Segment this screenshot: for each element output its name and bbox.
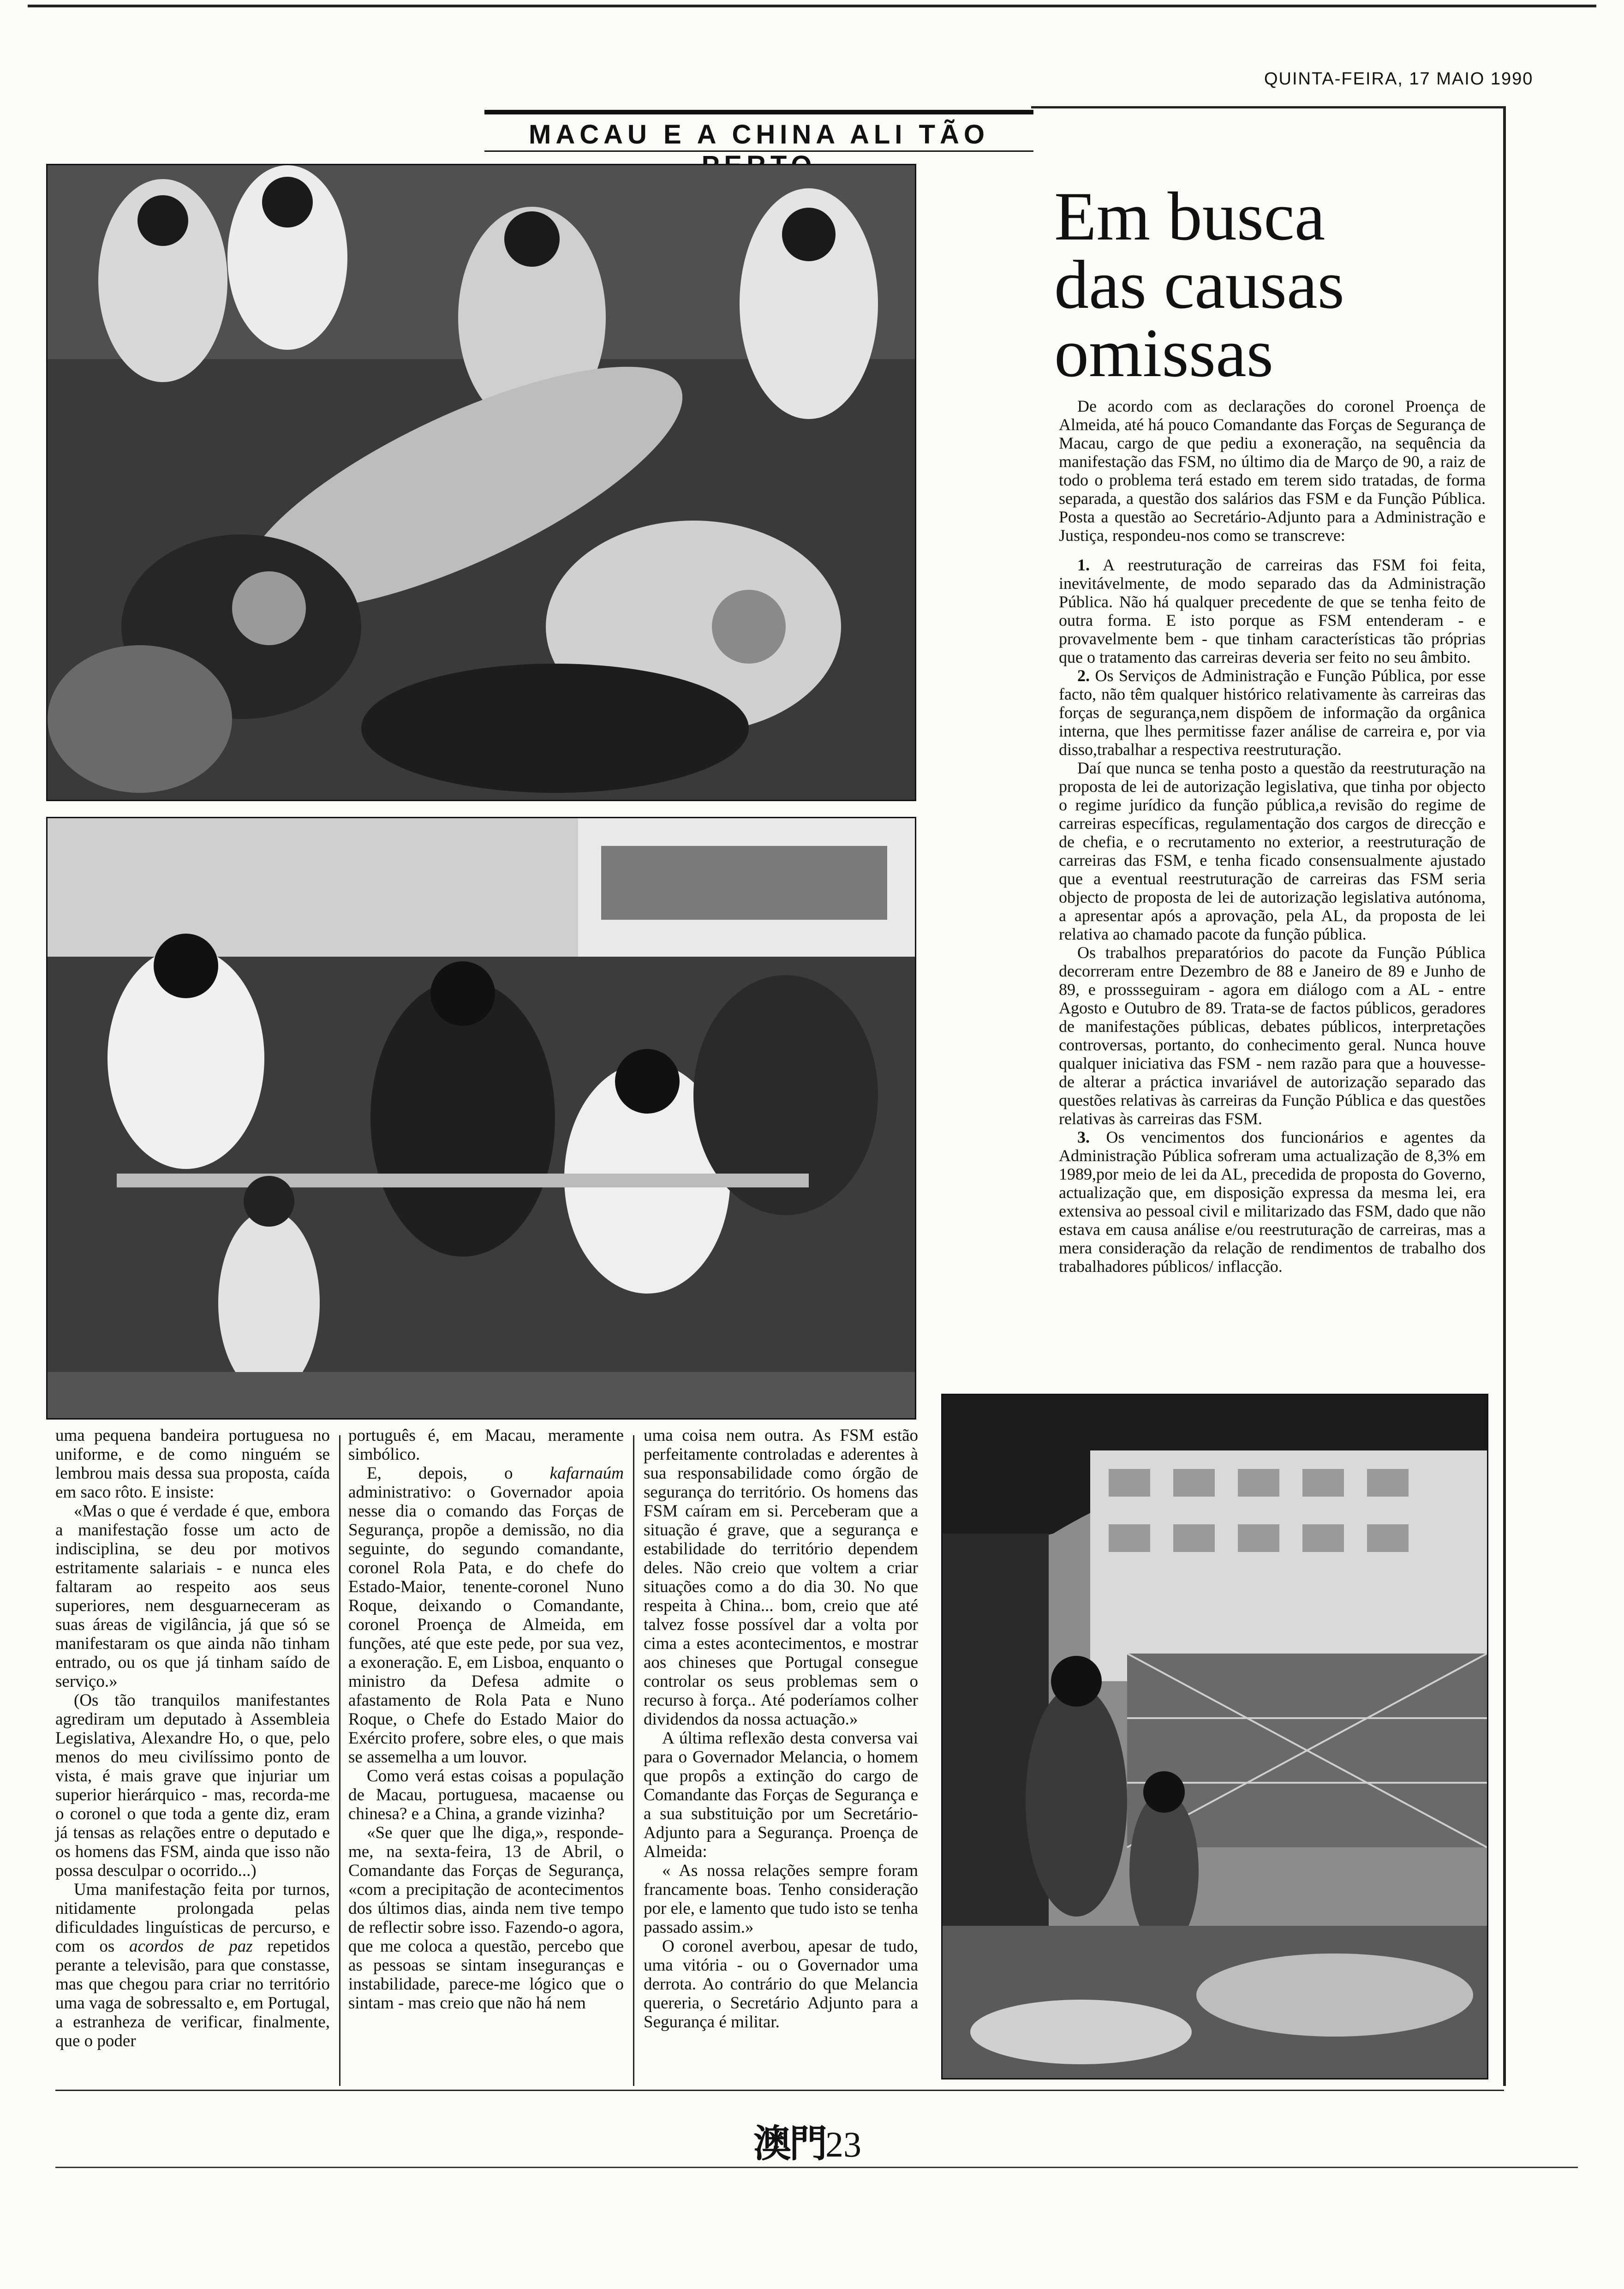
article-point-3 — [1059, 1128, 1486, 1276]
article-point-2 — [1059, 666, 1486, 759]
column-paragraph: português é, em Macau, meramente simbólico. — [348, 1426, 624, 1464]
column-paragraph: O coronel averbou, apesar de tudo, uma vitória - ou o Governador uma derrota. Ao contrário do que Melancia quereria, o Secretário Adjunto para a Segurança é militar. — [644, 1937, 918, 2031]
text-run: administrativo: o Governador apoia nesse dia o comando das Forças de Segurança, propõe a demissão, no dia seguinte, do segundo comandante, coronel Rola Pata, e do chefe do Estado-Maior, tenente-coronel Nuno Roque, deixando o Comandante, coronel Proença de Almeida, em funções, até que este pede, por sua vez, a exoneração. E, em Lisboa, enquanto o ministro da Defesa admite o afastamento de Rola Pata e Nuno Roque, o Chefe do Estado Maior do Exército profere, sobre eles, o que mais se assemelha a um louvor. — [348, 1483, 624, 1767]
column-rule — [633, 1435, 634, 2086]
emphasis: kafarnaúm — [549, 1464, 624, 1483]
frame-top-rule — [1031, 106, 1506, 108]
page-number: 23 — [825, 2124, 861, 2164]
column-paragraph: «Mas o que é verdade é que, embora a manifestação fosse um acto de indisciplina, se deu por motivos estritamente salariais - e nunca eles faltaram ao respeito aos seus superiores, nem desguarneceram as suas áreas de vigilância, já que só se manifestaram os que ainda não tinham entrado, ou os que já tinham saído de serviço.» — [55, 1502, 330, 1691]
columns-bottom-rule — [55, 2090, 1504, 2091]
text-run: E, depois, o — [367, 1464, 513, 1483]
column-paragraph: A última reflexão desta conversa vai para o Governador Melancia, o homem que propôs a extinção do cargo de Comandante das Forças de Segurança e a sua substituição por um Secretário-Adjunto para a Segurança. Proença de Almeida: — [644, 1729, 918, 1861]
headline-line-2: das causas — [1054, 246, 1344, 323]
text-column-1 — [55, 1426, 330, 2050]
section-kicker: MACAU E A CHINA ALI TÃO — [529, 120, 989, 150]
kicker-bar — [484, 110, 1033, 114]
column-paragraph: (Os tão tranquilos manifestantes agrediram um deputado à Assembleia Legislativa, Alexandre Ho, o que, pelo menos do meu civilíssimo ponto de vista, é mais grave que injuriar um superior hierárquico - mas, recorda-me o coronel o que toda a gente diz, eram já tensas as relações entre o deputado e os homens das FSM, ainda que isso não possa desculpar o ocorrido...) — [55, 1691, 330, 1880]
point-text: Os vencimentos dos funcionários e agentes da Administração Pública sofreram uma actualização de 8,3% em 1989,por meio de lei da AL, precedida de proposta do Governo, actualização que, em disposição expressa da mesma lei, era extensiva ao pessoal civil e militarizado das FSM, dado que não estava em causa análise e/ou reestruturação de carreiras, mas a mera consideração da relação de rendimentos de trabalho dos trabalhadores públicos/ inflacção. — [1059, 1128, 1486, 1276]
article-point-1 — [1059, 556, 1486, 666]
column-paragraph: uma pequena bandeira portuguesa no uniforme, e de como ninguém se lembrou mais dessa sua proposta, caída em saco rôto. E insiste: — [55, 1426, 330, 1502]
column-paragraph — [348, 1464, 624, 1767]
article-paragraph: Os trabalhos preparatórios do pacote da Função Pública decorreram entre Dezembro de 88 e Janeiro de 89 e Junho de 89, e prossseguiram - agora em diálogo com a AL - entre Agosto e Outubro de 89. Trata-se de factos públicos, geradores de manifestações públicas, debates públicos, interpretações controversas, portanto, do conhecimento geral. Nunca houve qualquer iniciativa das FSM - nem razão para que a houvesse-de alterar a práctica invariável de autorização separado das questões relativas às carreiras da Função Pública e das questões relativas às carreiras das FSM. — [1059, 943, 1486, 1128]
page-folio — [683, 2114, 932, 2166]
emphasis: acordos de paz — [129, 1937, 253, 1956]
column-paragraph — [55, 1880, 330, 2050]
point-text: Os Serviços de Administração e Função Pública, por esse facto, não têm qualquer histórico relativamente às carreiras das forças de segurança,nem dispõem de informação da orgânica interna, que lhes permitisse fazer análise de carreira e, por via disso,trabalhar a respectiva reestruturação. — [1059, 666, 1486, 759]
point-number: 3. — [1077, 1128, 1090, 1146]
column-paragraph: « As nossa relações sempre foram francamente boas. Tenho consideração por ele, e lamento que tudo isto se tenha passado assim.» — [644, 1861, 918, 1937]
column-paragraph: «Se quer que lhe diga,», responde-me, na sexta-feira, 13 de Abril, o Comandante das Forças de Segurança, «com a precipitação de acontecimentos dos últimos dias, ainda nem tive tempo de reflectir sobre isso. Fazendo-o agora, que me coloca a questão, percebo que as pessoas se sintam inseguranças e instabilidade, parece-me lógico que o sintam - mas creio que não há nem — [348, 1823, 624, 2013]
kicker-underline — [484, 150, 1033, 152]
headline — [1054, 178, 1469, 391]
top-rule — [28, 5, 1596, 7]
headline-line-1: Em busca — [1054, 178, 1325, 255]
column-paragraph: uma coisa nem outra. As FSM estão perfeitamente controladas e aderentes à sua responsabilidade como órgão de segurança do território. Os homens das FSM caíram em si. Perceberam que a situação é grave, que a segurança e estabilidade do território dependem deles. Não creio que voltem a criar situações como a do dia 30. No que respeita à China... bom, creio que até talvez fosse possível dar a volta por cima a estes acontecimentos, e mostrar aos chineses que Portugal consegue controlar os seus problemas sem o recurso à força.. Até poderíamos colher dividendos da nossa actuação.» — [644, 1426, 918, 1729]
crowd-scuffle-photo — [46, 164, 916, 801]
column-rule — [339, 1435, 340, 2086]
point-number: 1. — [1077, 556, 1090, 574]
text-run: repetidos perante a televisão, para que constasse, mas que chegou para criar no território uma vaga de sobressalto e, em Portugal, a estranheza de verificar, finalmente, que o poder — [55, 1937, 330, 2050]
bottom-rule — [55, 2167, 1578, 2168]
column-paragraph: Como verá estas coisas a população de Macau, portuguesa, macaense ou chinesa? e a China, a grande vizinha? — [348, 1767, 624, 1823]
gate-child-photo — [941, 1394, 1488, 2079]
text-run: Uma manifestação feita por turnos, nitidamente prolongada pelas dificuldades linguísticas de percurso, e com os — [55, 1880, 330, 1956]
article-paragraph: Daí que nunca se tenha posto a questão da reestruturação na proposta de lei de autorização legislativa, que tinha por objecto o regime jurídico da função pública,a revisão do regime de carreiras específicas, regulamentação dos cargos de direcção e de chefia, e o recrutamento no exterior, a reestruturação de carreiras das FSM, e tenha ficado consensualmente ajustado que a eventual reestruturação de carreiras das FSM seria objecto de proposta de lei de autorização legislativa autónoma, a apresentar após a aprovação, pela AL, da proposta de lei relativa ao chamado pacote da função pública. — [1059, 759, 1486, 943]
headline-line-3: omissas — [1054, 315, 1274, 391]
crowd-barrier-photo — [46, 817, 916, 1420]
point-text: A reestruturação de carreiras das FSM foi feita, inevitávelmente, de modo separado das da Administração Pública. Não há qualquer precedente de que se tenha feito de outra forma. E isto porque as FSM entenderam - e provavelmente bem - que tinham características tão próprias que o tratamento das carreiras deveria ser feito no seu âmbito. — [1059, 556, 1486, 666]
right-article — [1059, 397, 1486, 1276]
text-column-3 — [644, 1426, 918, 2031]
frame-right-rule — [1503, 106, 1506, 2086]
text-column-2 — [348, 1426, 624, 2013]
point-number: 2. — [1077, 666, 1090, 685]
issue-date: QUINTA-FEIRA, 17 MAIO 1990 — [1264, 69, 1534, 89]
article-intro: De acordo com as declarações do coronel Proença de Almeida, até há pouco Comandante das Forças de Segurança de Macau, cargo de que pediu a exoneração, na sequência da manifestação das FSM, no último dia de Março de 90, a raiz de todo o problema terá estado em terem sido tratadas, de forma separada, a questão dos salários das FSM e da Função Pública. Posta a questão ao Secretário-Adjunto para a Administração e Justiça, respondeu-nos como se transcreve: — [1059, 397, 1486, 545]
magazine-logo: 澳門 — [753, 2122, 825, 2166]
